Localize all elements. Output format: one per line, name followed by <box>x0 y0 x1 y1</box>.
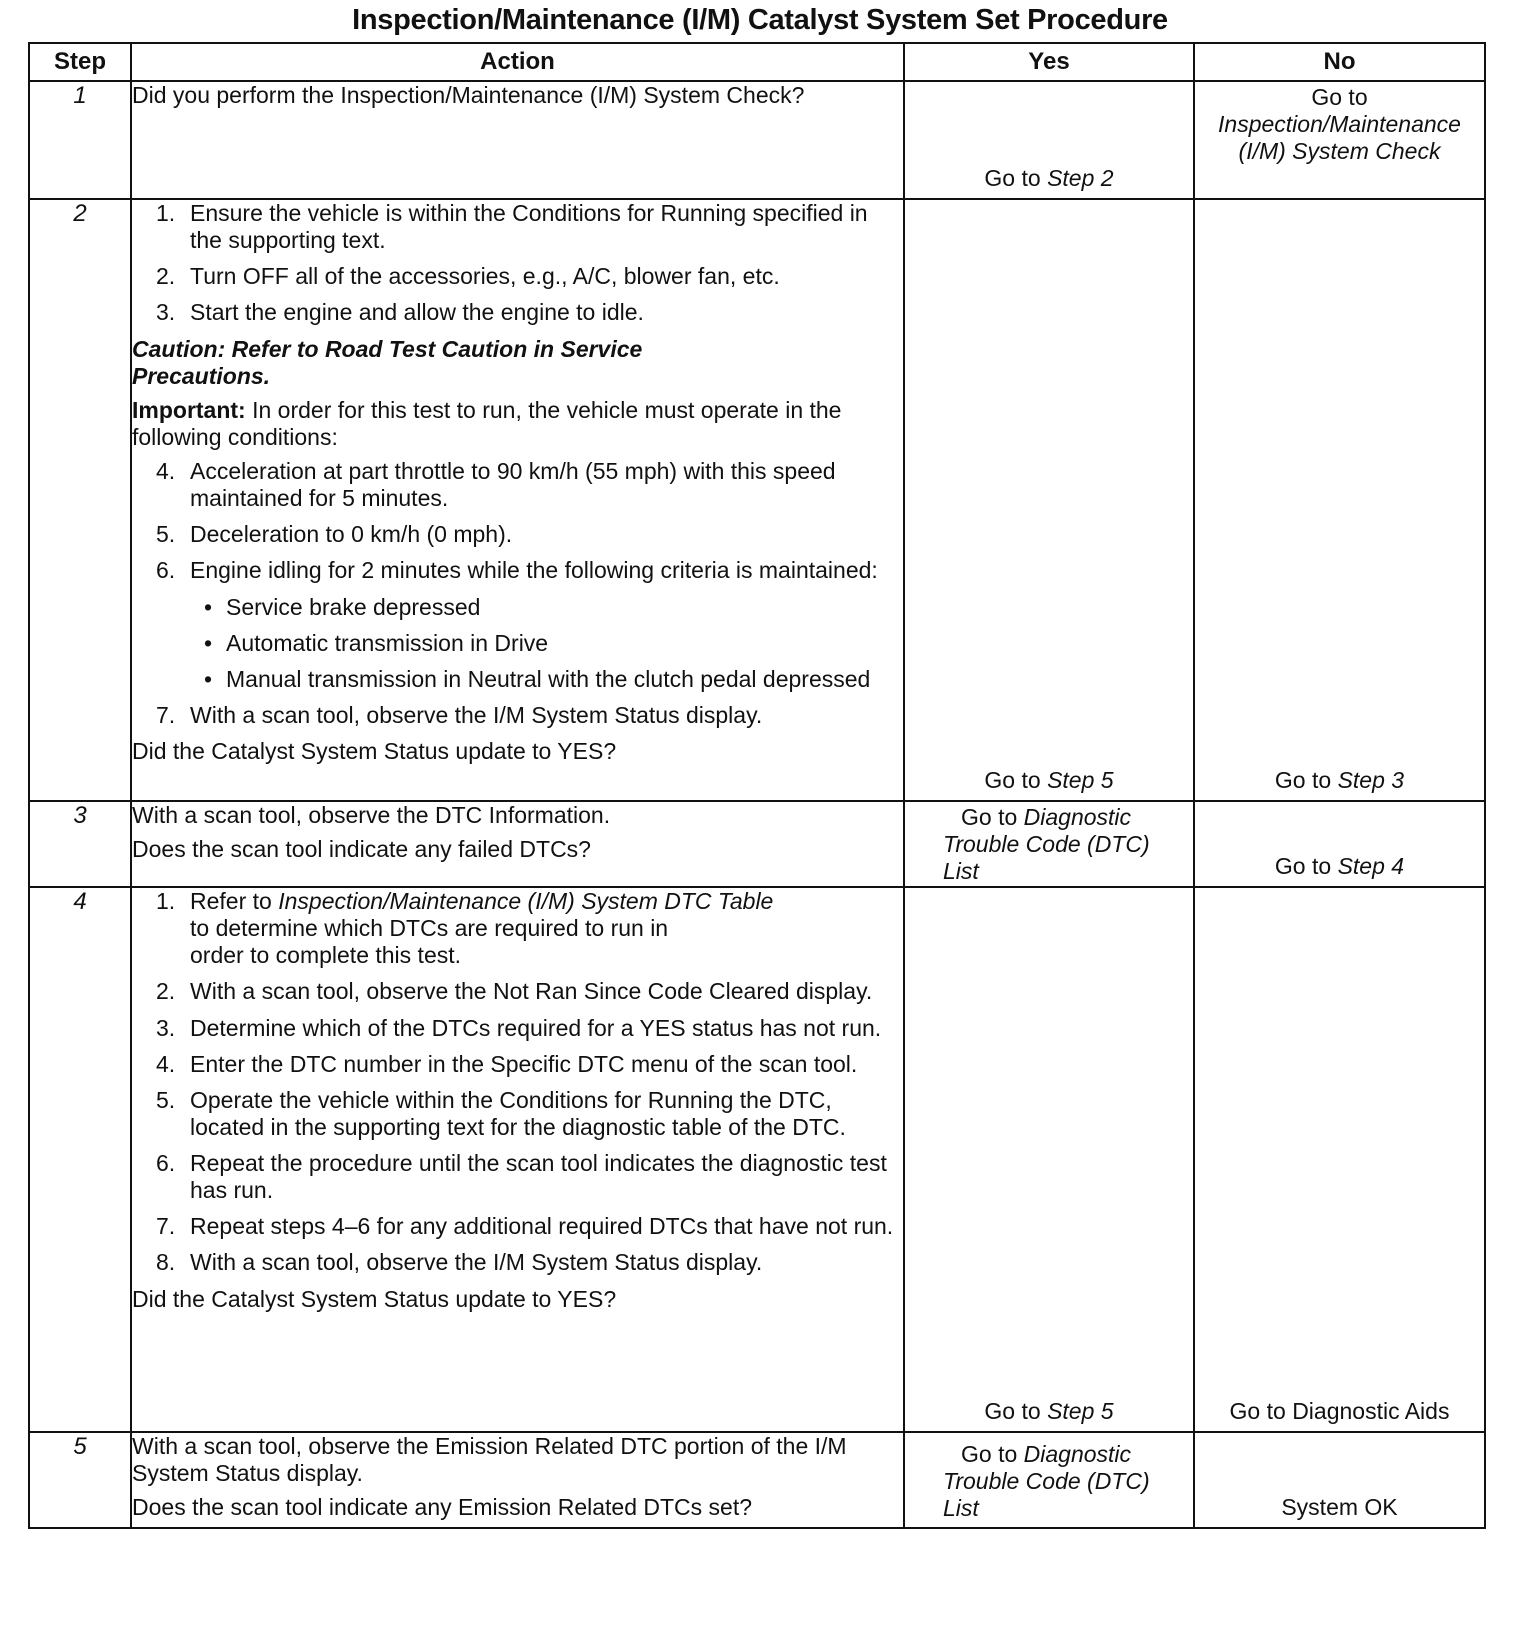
yes-line-1 <box>943 804 1189 831</box>
item-text: order to complete this test. <box>190 942 462 969</box>
item-text: Acceleration at part throttle to 90 km/h (55 mph) with this speed maintained for 5 minutes. <box>190 458 836 512</box>
list-item <box>132 1150 903 1204</box>
action-question: Did the Catalyst System Status update to YES? <box>132 1285 617 1312</box>
important-note <box>132 397 903 451</box>
yes-prefix: Go to <box>984 1397 1048 1424</box>
caution-note: Caution: Refer to Road Test Caution in Service Precautions. <box>132 335 643 389</box>
table-row-step-4 <box>29 887 1485 1432</box>
item-number: 2. <box>156 978 176 1005</box>
item-text: With a scan tool, observe the Not Ran Since Code Cleared display. <box>190 978 873 1005</box>
action-question: Did the Catalyst System Status update to YES? <box>132 738 617 764</box>
item-text: Determine which of the DTCs required for a YES status has not run. <box>190 1014 882 1041</box>
no-line-1: Go to <box>1311 84 1368 110</box>
dtc-table-reference[interactable]: Inspection/Maintenance (I/M) System DTC Table <box>278 888 774 914</box>
list-item <box>132 888 903 969</box>
item-number: 7. <box>156 1213 176 1240</box>
yes-link-part-3[interactable]: List <box>943 858 979 885</box>
item-number: 5. <box>156 1086 176 1113</box>
yes-step-link[interactable]: Step 5 <box>1047 1397 1114 1424</box>
item-text: With a scan tool, observe the I/M System Status display. <box>190 701 763 728</box>
item-text: to determine which DTCs are required to run in <box>190 915 669 942</box>
action-cell <box>131 199 904 801</box>
item-number: 2. <box>156 263 176 290</box>
item-number: 6. <box>156 1150 176 1176</box>
item-text: With a scan tool, observe the I/M System Status display. <box>190 1249 763 1276</box>
item-number: 1. <box>156 888 176 914</box>
table-row-step-3 <box>29 801 1485 887</box>
table-row-step-2 <box>29 199 1485 801</box>
list-item <box>132 702 903 729</box>
list-item <box>132 521 903 548</box>
item-text: Deceleration to 0 km/h (0 mph). <box>190 521 513 548</box>
item-text: Ensure the vehicle is within the Conditions for Running specified in the supporting text. <box>190 200 868 254</box>
bullet-item <box>132 594 903 621</box>
no-cell <box>1194 1432 1485 1528</box>
yes-result <box>943 1441 1189 1522</box>
header-no: No <box>1194 43 1485 81</box>
item-number: 4. <box>156 1050 176 1077</box>
list-item <box>132 200 903 254</box>
no-step-link[interactable]: Step 4 <box>1337 852 1405 879</box>
step-number: 1 <box>29 81 131 199</box>
list-item <box>132 1087 903 1141</box>
list-item <box>132 978 903 1005</box>
yes-step-link[interactable]: Step 2 <box>1047 164 1114 191</box>
list-item <box>132 557 903 584</box>
action-line: With a scan tool, observe the DTC Information. <box>132 802 611 828</box>
bullet-dot: • <box>204 665 213 692</box>
step-number: 2 <box>29 199 131 801</box>
item-number: 7. <box>156 701 176 728</box>
yes-cell <box>904 81 1194 199</box>
action-question: Does the scan tool indicate any Emission Related DTCs set? <box>132 1494 753 1521</box>
item-text: Operate the vehicle within the Conditions for Running the DTC, located in the supporting text for the diagnostic table of the DTC. <box>190 1086 846 1140</box>
bullet-text: Automatic transmission in Drive <box>226 629 549 656</box>
bullet-item <box>132 630 903 657</box>
important-text: In order for this test to run, the vehicle must operate in the following conditions: <box>132 396 842 450</box>
no-prefix: Go to <box>1274 852 1338 879</box>
yes-result <box>943 804 1189 885</box>
table-row-step-5 <box>29 1432 1485 1528</box>
no-step-link[interactable]: Step 3 <box>1337 766 1405 793</box>
item-number: 6. <box>156 557 176 584</box>
action-cell <box>131 887 904 1432</box>
list-item <box>132 1051 903 1078</box>
yes-line-1 <box>943 1441 1189 1468</box>
yes-result <box>909 1398 1189 1425</box>
procedure-table <box>28 42 1486 1529</box>
no-result <box>1199 767 1480 794</box>
yes-cell <box>904 801 1194 887</box>
no-cell <box>1194 199 1485 801</box>
yes-prefix: Go to <box>961 804 1024 830</box>
yes-prefix: Go to <box>961 1441 1024 1467</box>
item-text: Engine idling for 2 minutes while the following criteria is maintained: <box>190 557 878 584</box>
no-result <box>1199 84 1480 165</box>
bullet-text: Service brake depressed <box>226 593 481 620</box>
no-link-line-2[interactable]: Inspection/Maintenance <box>1218 111 1461 138</box>
yes-cell <box>904 1432 1194 1528</box>
yes-step-link[interactable]: Step 5 <box>1047 766 1114 793</box>
item-number: 5. <box>156 521 176 548</box>
yes-prefix: Go to <box>984 766 1048 793</box>
item-number: 4. <box>156 458 176 484</box>
bullet-dot: • <box>204 629 213 656</box>
yes-link-part-1[interactable]: Diagnostic <box>1023 1441 1132 1467</box>
step-number: 5 <box>29 1432 131 1528</box>
yes-result <box>909 767 1189 794</box>
no-cell <box>1194 81 1485 199</box>
header-step: Step <box>29 43 131 81</box>
list-item <box>132 299 903 326</box>
bullet-item <box>132 666 903 693</box>
item-text: Repeat steps 4–6 for any additional required DTCs that have not run. <box>190 1213 894 1240</box>
bullet-dot: • <box>204 593 213 620</box>
item-text: Turn OFF all of the accessories, e.g., A/C, blower fan, etc. <box>190 263 780 290</box>
item-text: Refer to <box>190 888 279 914</box>
action-question: Does the scan tool indicate any failed DTCs? <box>132 836 591 863</box>
item-number: 1. <box>156 200 176 226</box>
step-number: 4 <box>29 887 131 1432</box>
yes-link-part-1[interactable]: Diagnostic <box>1023 804 1132 830</box>
item-number: 8. <box>156 1249 176 1276</box>
action-question: Did you perform the Inspection/Maintenance (I/M) System Check? <box>132 82 805 108</box>
action-cell <box>131 1432 904 1528</box>
list-item <box>132 263 903 290</box>
yes-cell <box>904 199 1194 801</box>
header-yes: Yes <box>904 43 1194 81</box>
yes-link-part-2[interactable]: Trouble Code (DTC) <box>943 1468 1150 1495</box>
important-label: Important: <box>132 396 246 423</box>
yes-link-part-2[interactable]: Trouble Code (DTC) <box>943 831 1150 858</box>
yes-prefix: Go to <box>984 164 1048 191</box>
no-result[interactable]: Go to Diagnostic Aids <box>1229 1397 1450 1424</box>
action-line: With a scan tool, observe the Emission Related DTC portion of the I/M System Status display. <box>132 1433 847 1487</box>
list-item <box>132 458 903 512</box>
list-item <box>132 1213 903 1240</box>
item-text: Enter the DTC number in the Specific DTC menu of the scan tool. <box>190 1050 858 1077</box>
yes-link-part-3[interactable]: List <box>943 1495 979 1522</box>
header-action: Action <box>131 43 904 81</box>
yes-cell <box>904 887 1194 1432</box>
no-cell <box>1194 887 1485 1432</box>
step-number: 3 <box>29 801 131 887</box>
action-cell <box>131 81 904 199</box>
table-row-step-1 <box>29 81 1485 199</box>
list-item <box>132 1249 903 1276</box>
no-result: System OK <box>1281 1493 1398 1520</box>
table-header-row <box>29 43 1485 81</box>
no-result <box>1199 853 1480 880</box>
item-number: 3. <box>156 1014 176 1041</box>
action-cell <box>131 801 904 887</box>
bullet-text: Manual transmission in Neutral with the clutch pedal depressed <box>226 665 871 692</box>
yes-result <box>909 165 1189 192</box>
no-link-line-3[interactable]: (I/M) System Check <box>1238 138 1441 165</box>
item-text: Repeat the procedure until the scan tool indicates the diagnostic test has run. <box>190 1150 887 1204</box>
page-title: Inspection/Maintenance (I/M) Catalyst System Set Procedure <box>352 4 1168 36</box>
list-item <box>132 1015 903 1042</box>
item-text: Start the engine and allow the engine to idle. <box>190 299 644 326</box>
no-cell <box>1194 801 1485 887</box>
item-number: 3. <box>156 299 176 326</box>
no-prefix: Go to <box>1274 766 1338 793</box>
